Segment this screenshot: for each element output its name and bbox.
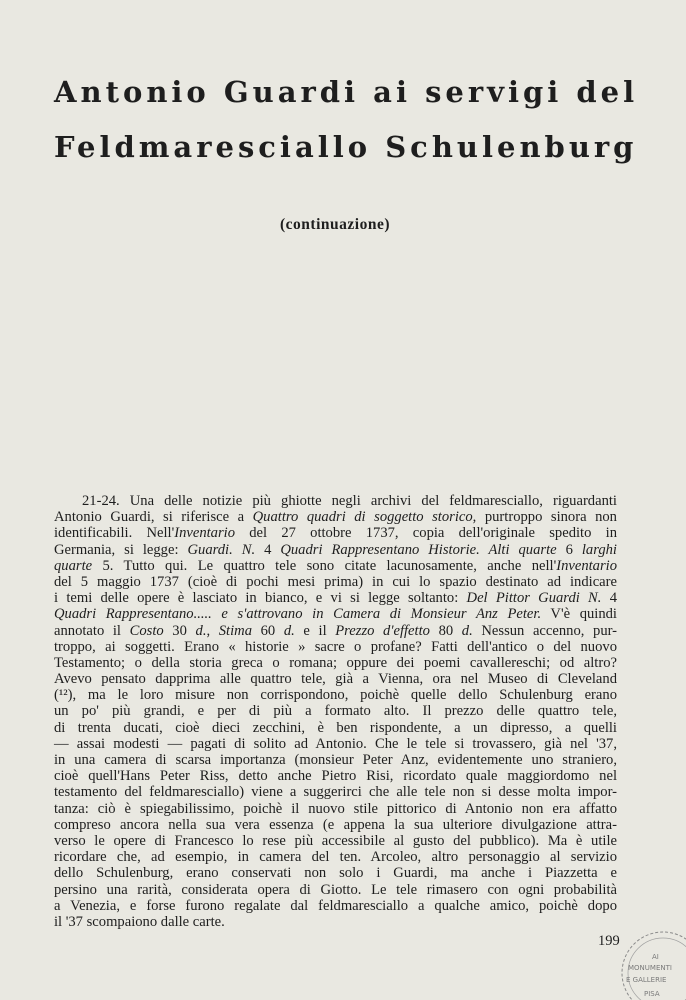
- stamp-text-line: AI: [652, 953, 659, 961]
- italic-text: Quadri Rappresentano Historie. Alti quarte: [280, 541, 557, 558]
- body-line: Antonio Guardi, si riferisce a Quattro quadri di soggetto storico, purtroppo sinora non: [54, 509, 617, 526]
- body-line: — assai modesti — pagati di solito ad Antonio. Che le tele si trovassero, già nel '37,: [54, 735, 617, 752]
- stamp-graphic: [618, 928, 686, 1000]
- body-line: annotato il Costo 30 d., Stima 60 d. e il Prezzo d'effetto 80 d. Nessun accenno, pur-: [54, 622, 618, 639]
- italic-text: d.: [195, 622, 207, 639]
- italic-text: Inventario: [556, 557, 617, 574]
- italic-text: quarte: [54, 557, 93, 574]
- body-line: identificabili. Nell'Inventario del 27 ottobre 1737, copia dell'originale spedito in: [54, 525, 618, 542]
- body-line: testamento del feldmaresciallo) viene a suggerirci che alle tele non si desse molta impor-: [54, 784, 617, 801]
- body-line: troppo, ai soggetti. Erano « historie » sacre o profane? Fatti dell'antico o del nuovo: [54, 638, 617, 655]
- article-title-line-1: Antonio Guardi ai servigi del: [54, 75, 639, 109]
- library-stamp: [618, 928, 686, 1000]
- body-paragraph: [54, 493, 617, 930]
- body-line: Germania, si legge: Guardi. N. 4 Quadri Rappresentano Historie. Alti quarte 6 larghi: [54, 541, 617, 558]
- body-line: un po' più grandi, e per di più a formato alto. Il prezzo delle quattro tele,: [54, 703, 617, 720]
- body-line: compreso ancora nella sua vera essenza (e appena la sua ulteriore divulgazione attra-: [54, 816, 617, 833]
- italic-text: Prezzo d'effetto: [335, 622, 430, 639]
- stamp-text-line: PISA: [644, 990, 660, 998]
- body-line: dello Schulenburg, erano conservati non solo i Guardi, ma anche i Piazzetta e: [54, 865, 617, 882]
- italic-text: larghi: [581, 541, 617, 558]
- italic-text: Quattro quadri di soggetto storico: [252, 509, 473, 526]
- body-line: a Venezia, e forse furono regalate dal feldmaresciallo a qualche amico, poichè dopo: [54, 897, 617, 914]
- body-line: i temi delle opere è lasciato in bianco, e vi si legge soltanto: Del Pittor Guardi N. 4: [54, 590, 618, 607]
- page-number: 199: [598, 933, 620, 949]
- body-line: cioè quell'Hans Peter Riss, detto anche Pietro Risi, ricordato quale maggiordomo nel: [54, 768, 617, 785]
- italic-text: d.: [283, 622, 295, 639]
- body-line: in una camera di scarsa importanza (monsieur Peter Anz, evidentemente uno straniero,: [54, 752, 617, 768]
- body-line: (¹²), ma le loro misure non corrispondono, poichè quelle dello Schulenburg erano: [54, 687, 617, 704]
- italic-text: Stima: [218, 622, 252, 639]
- body-line: Avevo pensato dapprima alle quattro tele, già a Vienna, ora nel Museo di Cleveland: [54, 671, 617, 688]
- body-line: tanza: ciò è spiegabilissimo, poichè il nuovo stile pittorico di Antonio non era affatto: [54, 800, 617, 817]
- italic-text: Quadri Rappresentano..... e s'attrovano in Camera di Monsieur Anz Peter.: [54, 606, 542, 623]
- body-line: di trenta ducati, cioè dieci zecchini, è ben rispondente, a un dipresso, a quelli: [54, 719, 617, 736]
- italic-text: d.: [461, 622, 473, 639]
- body-line: ricordare che, ad esempio, in camera del ten. Arcoleo, altro personaggio al servizio: [54, 849, 617, 866]
- body-line: Quadri Rappresentano..... e s'attrovano in Camera di Monsieur Anz Peter. V'è quindi: [54, 606, 617, 623]
- body-line: 21-24. Una delle notizie più ghiotte negli archivi del feldmaresciallo, riguardanti: [82, 493, 617, 509]
- article-subtitle: (continuazione): [280, 216, 390, 233]
- article-title-line-2: Feldmaresciallo Schulenburg: [54, 130, 638, 164]
- italic-text: Del Pittor Guardi N.: [466, 590, 602, 607]
- italic-text: Costo: [129, 622, 164, 639]
- italic-text: Guardi. N.: [187, 541, 256, 558]
- body-line: del 5 maggio 1737 (cioè di pochi mesi prima) in cui lo spazio destinato ad indicare: [54, 573, 617, 590]
- body-line: Testamento; o della storia greca o romana; oppure dei poemi cavallereschi; od altro?: [54, 654, 617, 671]
- stamp-text-line: E GALLERIE: [626, 976, 667, 984]
- body-line: persino una rarità, considerata opera di Giotto. Le tele rimasero con ogni probabilità: [54, 881, 617, 898]
- body-line: verso le opere di Francesco lo rese più accessibile al gusto del pubblico). Ma è utile: [54, 832, 617, 849]
- body-line: il '37 scompaiono dalle carte.: [54, 913, 225, 930]
- body-line: quarte 5. Tutto qui. Le quattro tele sono citate lacunosamente, anche nell'Inventario: [54, 557, 617, 574]
- stamp-text-line: MONUMENTI: [628, 964, 672, 972]
- italic-text: Inventario: [174, 525, 236, 542]
